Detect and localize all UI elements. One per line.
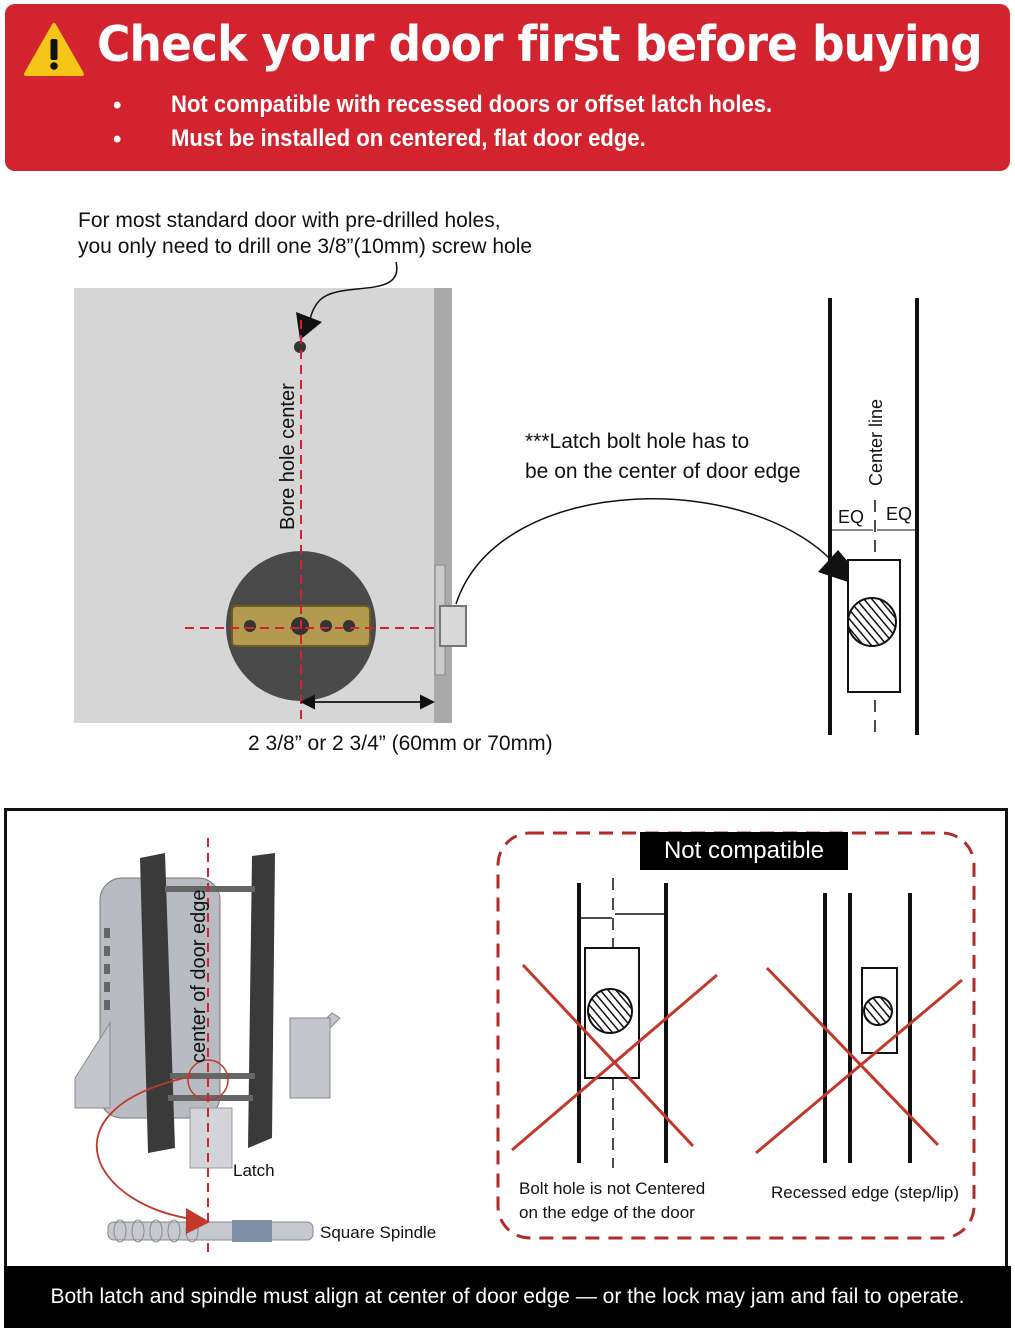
center-of-door-edge-label: center of door edge [188,889,210,1063]
eq-right-label: EQ [886,504,913,524]
latch-note-line-1: ***Latch bolt hole has to [525,430,750,453]
backset-label: 2 3/8” or 2 3/4” (60mm or 70mm) [248,732,553,755]
latch-label: Latch [233,1161,275,1180]
spindle-label: Square Spindle [320,1223,437,1242]
latch-note-curve [456,499,840,604]
banner-bullet-1: Not compatible with recessed doors or offset latch holes. [171,91,773,118]
center-line-label: Center line [866,398,886,486]
latch-note-line-2: be on the center of door edge [525,460,801,483]
screw-note-line-2: you only need to drill one 3/8”(10mm) screw hole [78,235,533,258]
bullet-dot: • [113,92,122,119]
footer-warning: Both latch and spindle must align at center of door edge — or the lock may jam and fail to operate. [4,1266,1011,1328]
installation-diagram [0,808,1015,1268]
bullet-dot: • [113,126,122,153]
case-2-label: Recessed edge (step/lip) [771,1183,960,1202]
case-1-line-1: Bolt hole is not Centered [519,1179,706,1198]
case-1-line-2: on the edge of the door [519,1203,695,1222]
case-recessed-edge [756,893,962,1163]
banner-bullet-2: Must be installed on centered, flat door edge. [171,125,646,152]
square-spindle [108,1220,313,1242]
case-offset-hole [512,878,717,1168]
bore-label: Bore hole center [277,383,299,530]
banner-title: Check your door first before buying [97,16,982,73]
latch-bolt [440,606,466,646]
not-compatible-box [498,833,974,1238]
screw-note-line-1: For most standard door with pre-drilled holes, [78,209,501,232]
not-compatible-label: Not compatible [640,832,848,870]
eq-left-label: EQ [838,507,865,527]
latch-bolt-hole [848,598,896,646]
